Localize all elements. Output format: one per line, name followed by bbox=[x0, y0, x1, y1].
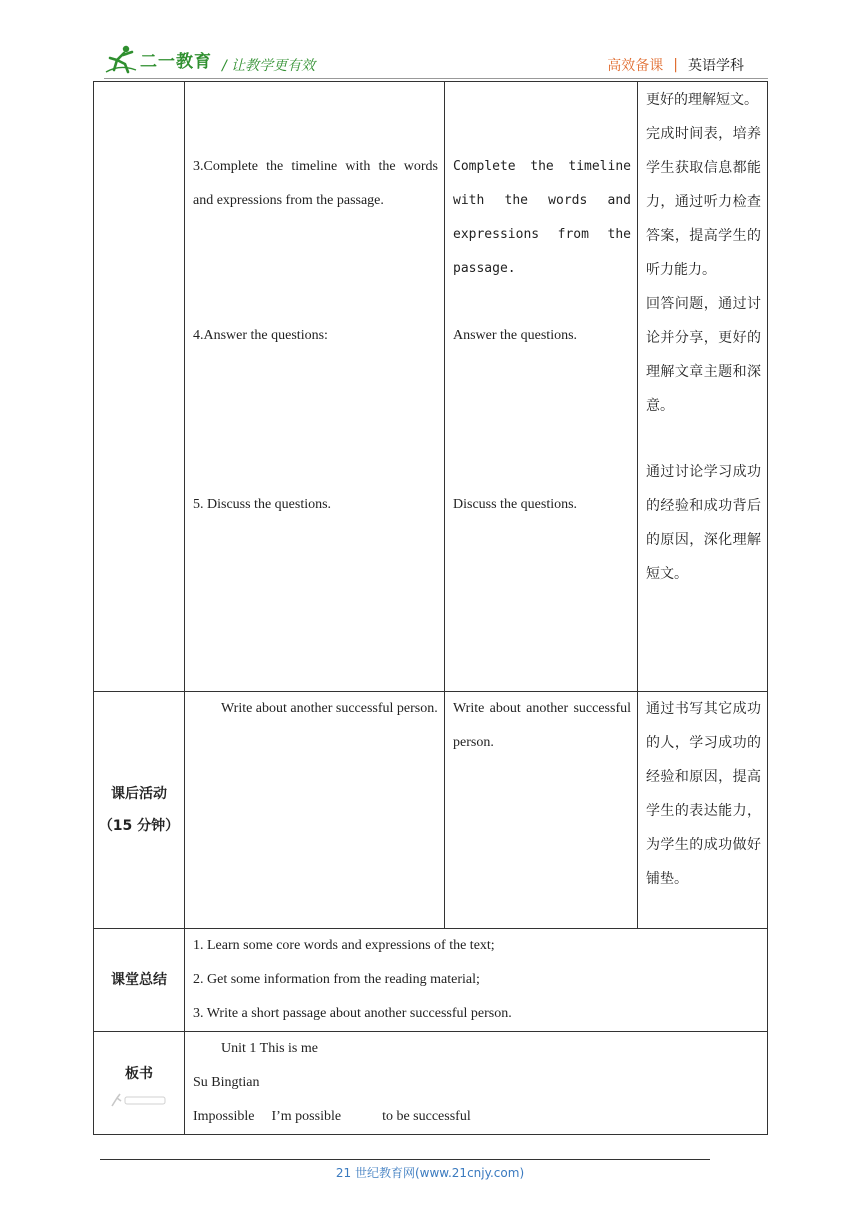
after-class-student: Write about another successful person. bbox=[453, 701, 631, 750]
table-row-summary bbox=[94, 929, 768, 1032]
step3-activity: 3.Complete the timeline with the words and expressions from the passage. bbox=[193, 159, 438, 208]
header-separator: | bbox=[673, 57, 678, 73]
summary-item-1: 1. Learn some core words and expressions of the text; bbox=[193, 938, 495, 953]
step4-purpose: 回答问题，通过讨论并分享，更好的理解文章主题和深意。 bbox=[646, 296, 761, 414]
watermark-logo bbox=[109, 1092, 169, 1108]
purpose-continued: 更好的理解短文。 bbox=[646, 92, 758, 108]
summary-item-2: 2. Get some information from the reading material; bbox=[193, 972, 480, 987]
cell-student-activities bbox=[445, 82, 638, 692]
summary-item-3: 3. Write a short passage about another successful person. bbox=[193, 1006, 512, 1021]
board-keyword-possible: I’m possible bbox=[271, 1109, 342, 1124]
board-label-cell bbox=[94, 1032, 185, 1135]
after-class-title: 课后活动 bbox=[111, 786, 167, 802]
cell-stage-empty bbox=[94, 82, 185, 692]
header-tag-subject: 英语学科 bbox=[688, 58, 744, 74]
cell-after-class-purpose bbox=[638, 692, 768, 929]
brand-logo bbox=[104, 44, 212, 74]
after-class-purpose: 通过书写其它成功的人，学习成功的经验和原因，提高学生的表达能力，为学生的成功做好铺垫。 bbox=[646, 701, 761, 887]
cell-summary bbox=[185, 929, 768, 1032]
cell-teacher-activities bbox=[185, 82, 445, 692]
step5-activity: 5. Discuss the questions. bbox=[193, 497, 332, 512]
summary-label: 课堂总结 bbox=[94, 929, 185, 1032]
step4-activity: 4.Answer the questions: bbox=[193, 328, 328, 343]
step4-student: Answer the questions. bbox=[453, 328, 578, 343]
table-row-board bbox=[94, 1032, 768, 1135]
table-row-reading bbox=[94, 82, 768, 692]
slogan-text: 让教学更有效 bbox=[231, 58, 316, 74]
cell-after-class-student bbox=[445, 692, 638, 929]
step5-student: Discuss the questions. bbox=[453, 497, 578, 512]
after-class-activity: Write about another successful person. bbox=[221, 701, 438, 716]
step5-purpose: 通过讨论学习成功的经验和成功背后的原因，深化理解短文。 bbox=[646, 464, 761, 582]
step3-purpose: 完成时间表，培养学生获取信息都能力，通过听力检查答案，提高学生的听力能力。 bbox=[646, 126, 761, 278]
logo-text: 二一教育 bbox=[140, 51, 212, 72]
page-header bbox=[0, 0, 860, 82]
header-divider bbox=[104, 78, 768, 79]
cell-after-class-activity bbox=[185, 692, 445, 929]
footer-text: 21 世纪教育网(www.21cnjy.com) bbox=[335, 1166, 525, 1180]
after-class-label bbox=[94, 692, 185, 929]
cell-board bbox=[185, 1032, 768, 1135]
runner-icon bbox=[104, 44, 138, 74]
board-keywords bbox=[185, 1100, 767, 1134]
slogan: / 让教学更有效 bbox=[222, 58, 316, 74]
header-tag-efficient: 高效备课 bbox=[607, 58, 664, 74]
board-label: 板书 bbox=[125, 1066, 153, 1082]
lesson-plan-table bbox=[93, 81, 768, 1135]
table-row-after-class bbox=[94, 692, 768, 929]
board-unit-title: Unit 1 This is me bbox=[221, 1041, 318, 1056]
header-tags bbox=[607, 55, 744, 75]
board-keyword-impossible: Impossible bbox=[193, 1109, 255, 1124]
footer-divider bbox=[100, 1159, 710, 1160]
board-name: Su Bingtian bbox=[193, 1075, 260, 1090]
after-class-duration: （15 分钟） bbox=[98, 818, 180, 834]
step3-student: Complete the timeline with the words and expressions from the passage. bbox=[453, 159, 631, 276]
board-keyword-successful: to be successful bbox=[382, 1109, 471, 1124]
cell-design-purpose bbox=[638, 82, 768, 692]
